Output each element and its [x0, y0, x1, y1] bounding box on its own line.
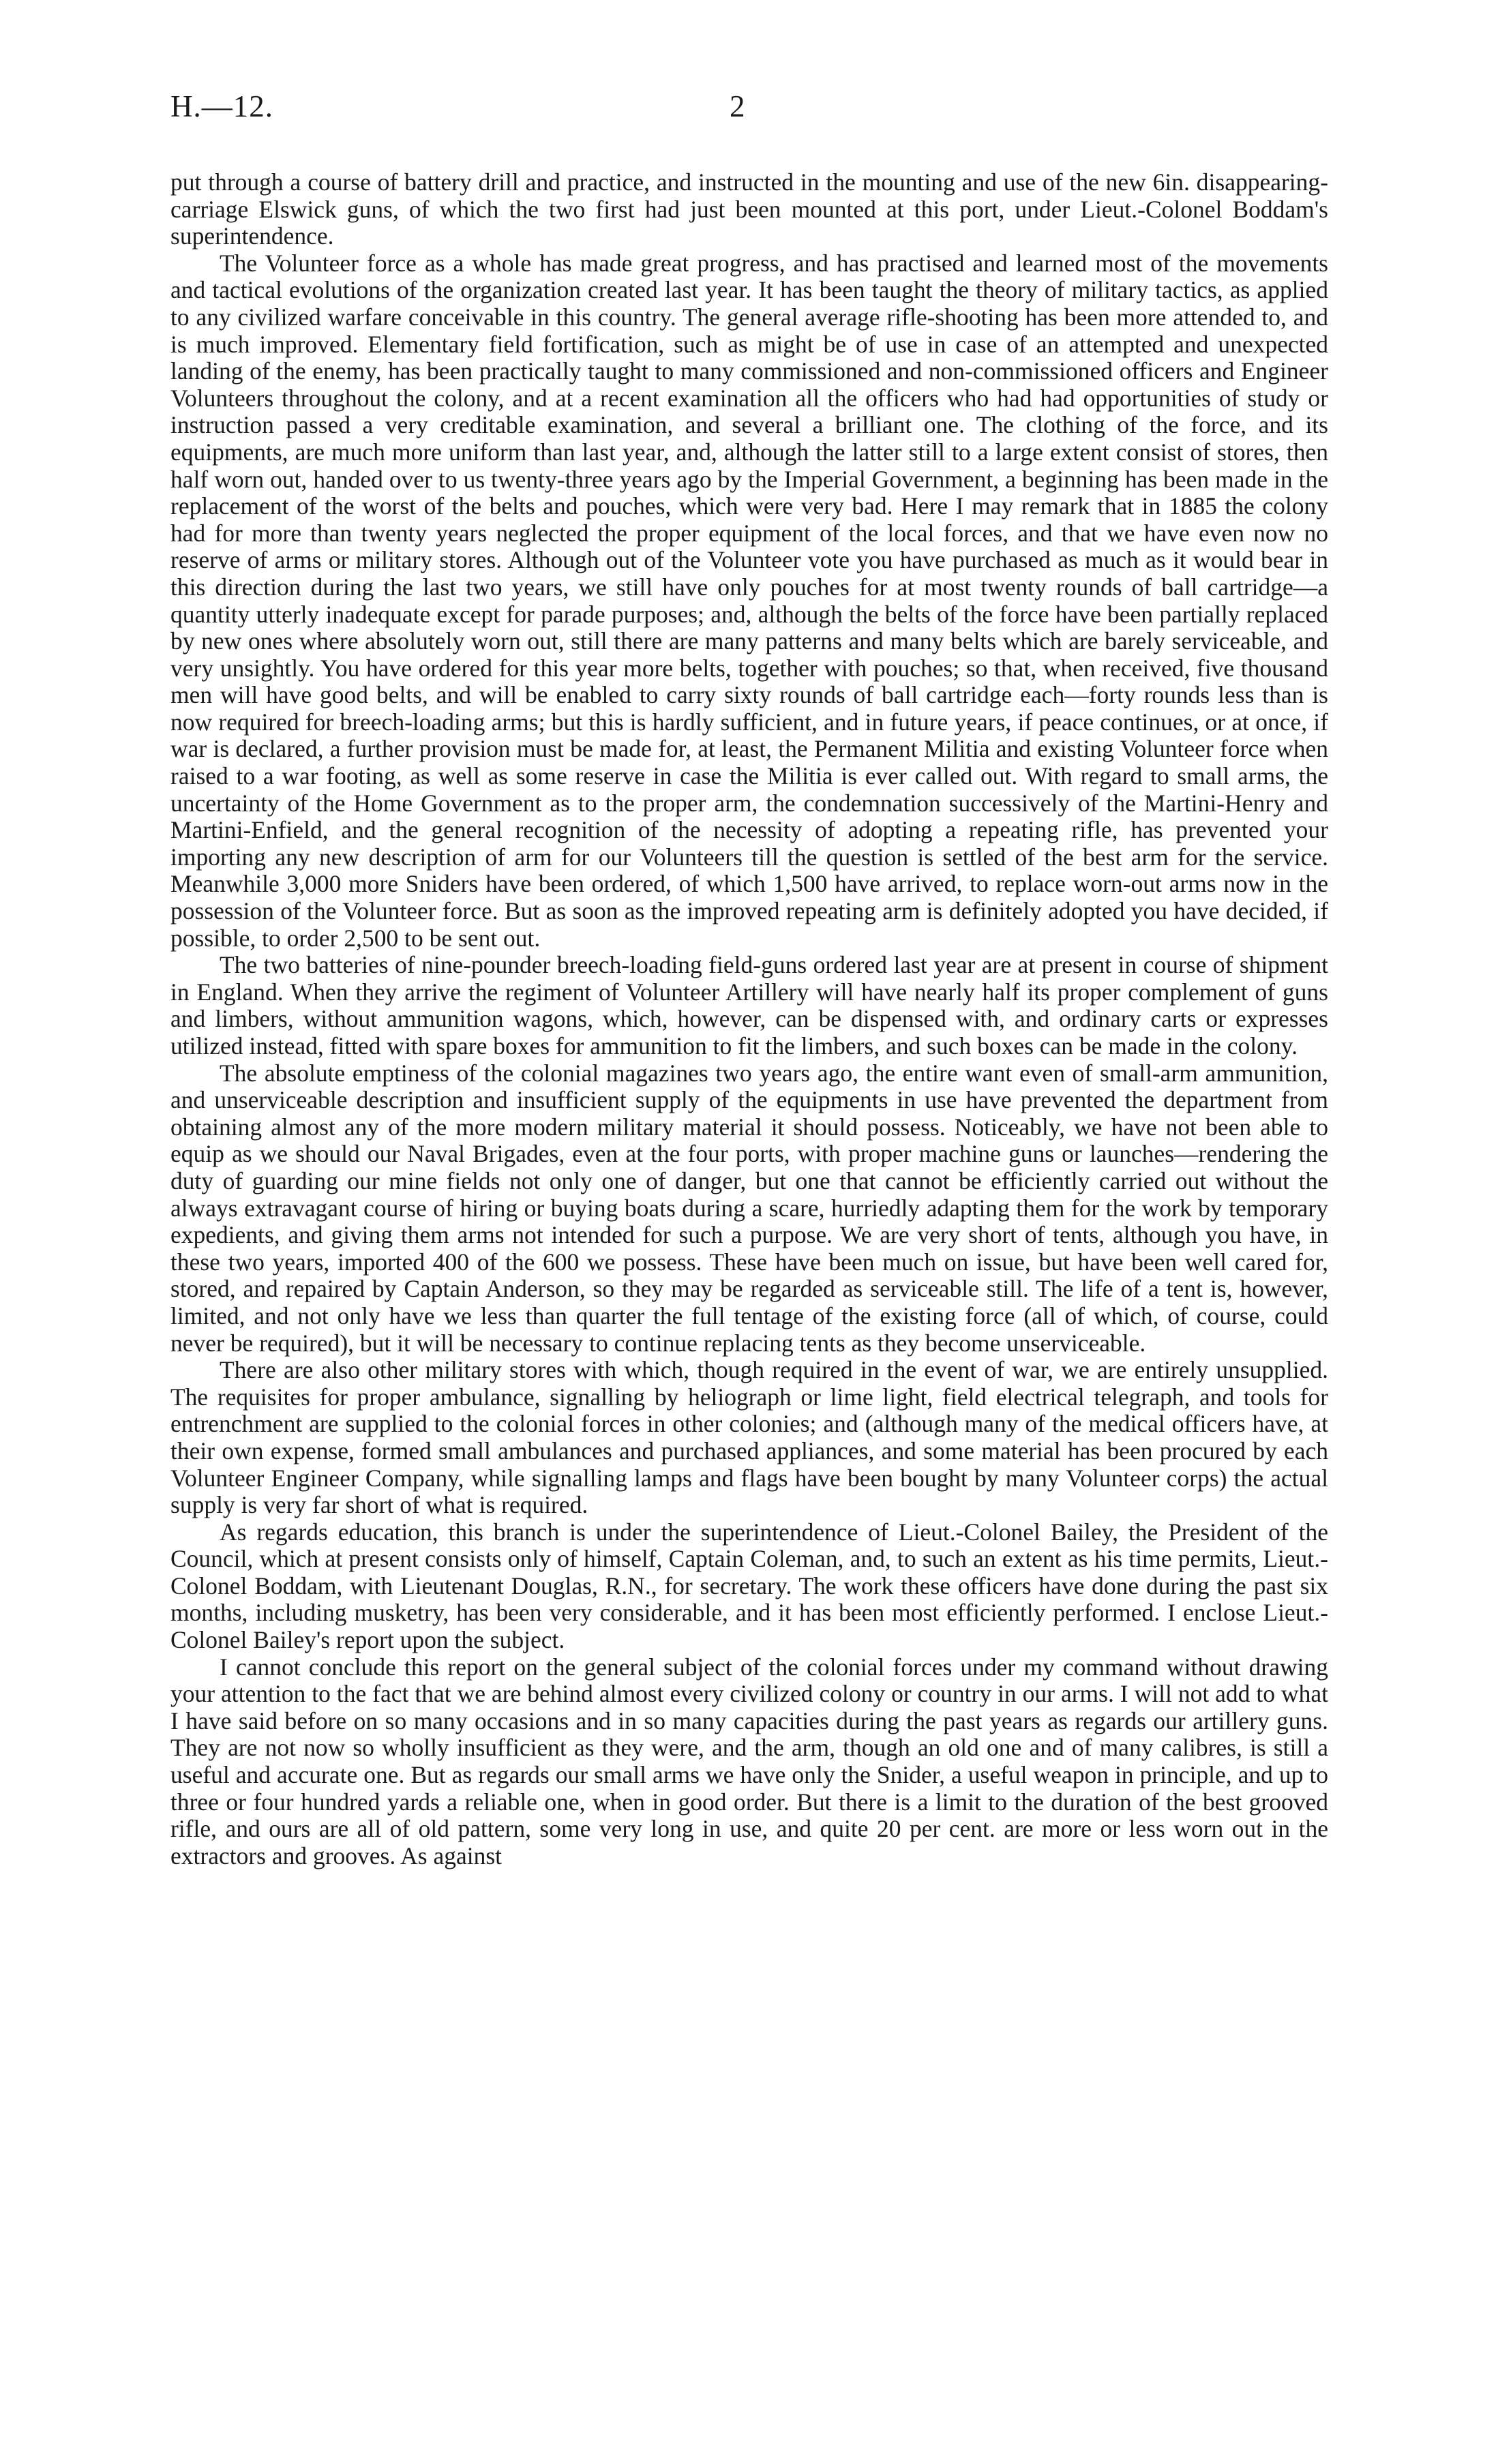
paragraph-education: As regards education, this branch is under the superintendence of Lieut.-Colonel Bailey, the President of the Council, which at present consists only of himself, Captain Coleman, and, to such an extent as his time permits, Lieut.-Colonel Boddam, with Lieutenant Douglas, R.N., for secretary. The work these officers have done during the past six months, including musketry, has been very considerable, and it has been most efficiently performed. I enclose Lieut.-Colonel Bailey's report upon the subject. — [170, 1518, 1328, 1654]
page-header — [170, 89, 1330, 136]
paragraph-military-stores: There are also other military stores with which, though required in the event of war, we are entirely unsupplied. The requisites for proper ambulance, signalling by heliograph or lime light, field electrical telegraph, and tools for entrenchment are supplied to the colonial forces in other colonies; and (although many of the medical officers have, at their own expense, formed small ambulances and purchased appliances, and some material has been procured by each Volunteer Engineer Company, while signalling lamps and flags have been bought by many Volunteer corps) the actual supply is very far short of what is required. — [170, 1356, 1328, 1519]
paragraph-volunteer-force: The Volunteer force as a whole has made great progress, and has practised and learned most of the movements and tactical evolutions of the organization created last year. It has been taught the theory of military tactics, as applied to any civilized warfare conceivable in this country. The general average rifle-shooting has been more attended to, and is much improved. Elementary field fortification, such as might be of use in case of an attempted and unexpected landing of the enemy, has been practically taught to many commissioned and non-commissioned officers and Engineer Volunteers throughout the colony, and at a recent examination all the officers who had had opportunities of study or instruction passed a very creditable examination, and several a brilliant one. The clothing of the force, and its equipments, are much more uniform than last year, and, although the latter still to a large extent consist of stores, then half worn out, handed over to us twenty-three years ago by the Imperial Government, a beginning has been made in the replacement of the worst of the belts and pouches, which were very bad. Here I may remark that in 1885 the colony had for more than twenty years neglected the proper equipment of the local forces, and that we have even now no reserve of arms or military stores. Although out of the Volunteer vote you have purchased as much as it would bear in this direction during the last two years, we still have only pouches for at most twenty rounds of ball cartridge—a quantity utterly inadequate except for parade purposes; and, although the belts of the force have been partially replaced by new ones where absolutely worn out, still there are many patterns and many belts which are barely serviceable, and very unsightly. You have ordered for this year more belts, together with pouches; so that, when received, five thousand men will have good belts, and will be enabled to carry sixty rounds of ball cartridge each—forty rounds less than is now required for breech-loading arms; but this is hardly sufficient, and in future years, if peace continues, or at once, if war is declared, a further provision must be made for, at least, the Permanent Militia and existing Volunteer force when raised to a war footing, as well as some reserve in case the Militia is ever called out. With regard to small arms, the uncertainty of the Home Government as to the proper arm, the condemnation successively of the Martini-Henry and Martini-Enfield, and the general recognition of the necessity of adopting a repeating rifle, has prevented your importing any new description of arm for our Volunteers till the question is settled of the best arm for the service. Meanwhile 3,000 more Sniders have been ordered, of which 1,500 have arrived, to replace worn-out arms now in the possession of the Volunteer force. But as soon as the improved repeating arm is definitely adopted you have decided, if possible, to order 2,500 to be sent out. — [170, 249, 1328, 952]
paragraph-field-guns: The two batteries of nine-pounder breech-loading field-guns ordered last year are at present in course of shipment in England. When they arrive the regiment of Volunteer Artillery will have nearly half its proper complement of guns and limbers, without ammunition wagons, which, however, can be dispensed with, and ordinary carts or expresses utilized instead, fitted with spare boxes for ammunition to fit the limbers, and such boxes can be made in the colony. — [170, 951, 1328, 1060]
document-reference: H.—12. — [170, 89, 273, 123]
body-text — [170, 169, 1328, 1869]
paragraph-colonial-magazines: The absolute emptiness of the colonial magazines two years ago, the entire want even of small-arm ammunition, and unserviceable description and insufficient supply of the equipments in use have prevented the department from obtaining almost any of the more modern military material it should possess. Noticeably, we have not been able to equip as we should our Naval Brigades, even at the four ports, with proper machine guns or launches—rendering the duty of guarding our mine fields not only one of danger, but one that cannot be efficiently carried out without the always extravagant course of hiring or buying boats during a scare, hurriedly adapting them for the work by temporary expedients, and giving them arms not intended for such a purpose. We are very short of tents, although you have, in these two years, imported 400 of the 600 we possess. These have been much on issue, but have been well cared for, stored, and repaired by Captain Anderson, so they may be regarded as serviceable still. The life of a tent is, however, limited, and not only have we less than quarter the full tentage of the existing force (all of which, of course, could never be required), but it will be necessary to continue replacing tents as they become unserviceable. — [170, 1059, 1328, 1357]
page-number: 2 — [730, 89, 745, 123]
paragraph-battery-drill: put through a course of battery drill and practice, and instructed in the mounting and use of the new 6in. disappearing-carriage Elswick guns, of which the two first had just been mounted at this port, under Lieut.-Colonel Boddam's superintendence. — [170, 168, 1328, 250]
paragraph-conclusion: I cannot conclude this report on the general subject of the colonial forces under my command without drawing your attention to the fact that we are behind almost every civilized colony or country in our arms. I will not add to what I have said before on so many occasions and in so many capacities during the past years as regards our artillery guns. They are not now so wholly insufficient as they were, and the arm, though an old one and of many calibres, is still a useful and accurate one. But as regards our small arms we have only the Snider, a useful weapon in principle, and up to three or four hundred yards a reliable one, when in good order. But there is a limit to the duration of the best grooved rifle, and ours are all of old pattern, some very long in use, and quite 20 per cent. are more or less worn out in the extractors and grooves. As against — [170, 1653, 1328, 1869]
